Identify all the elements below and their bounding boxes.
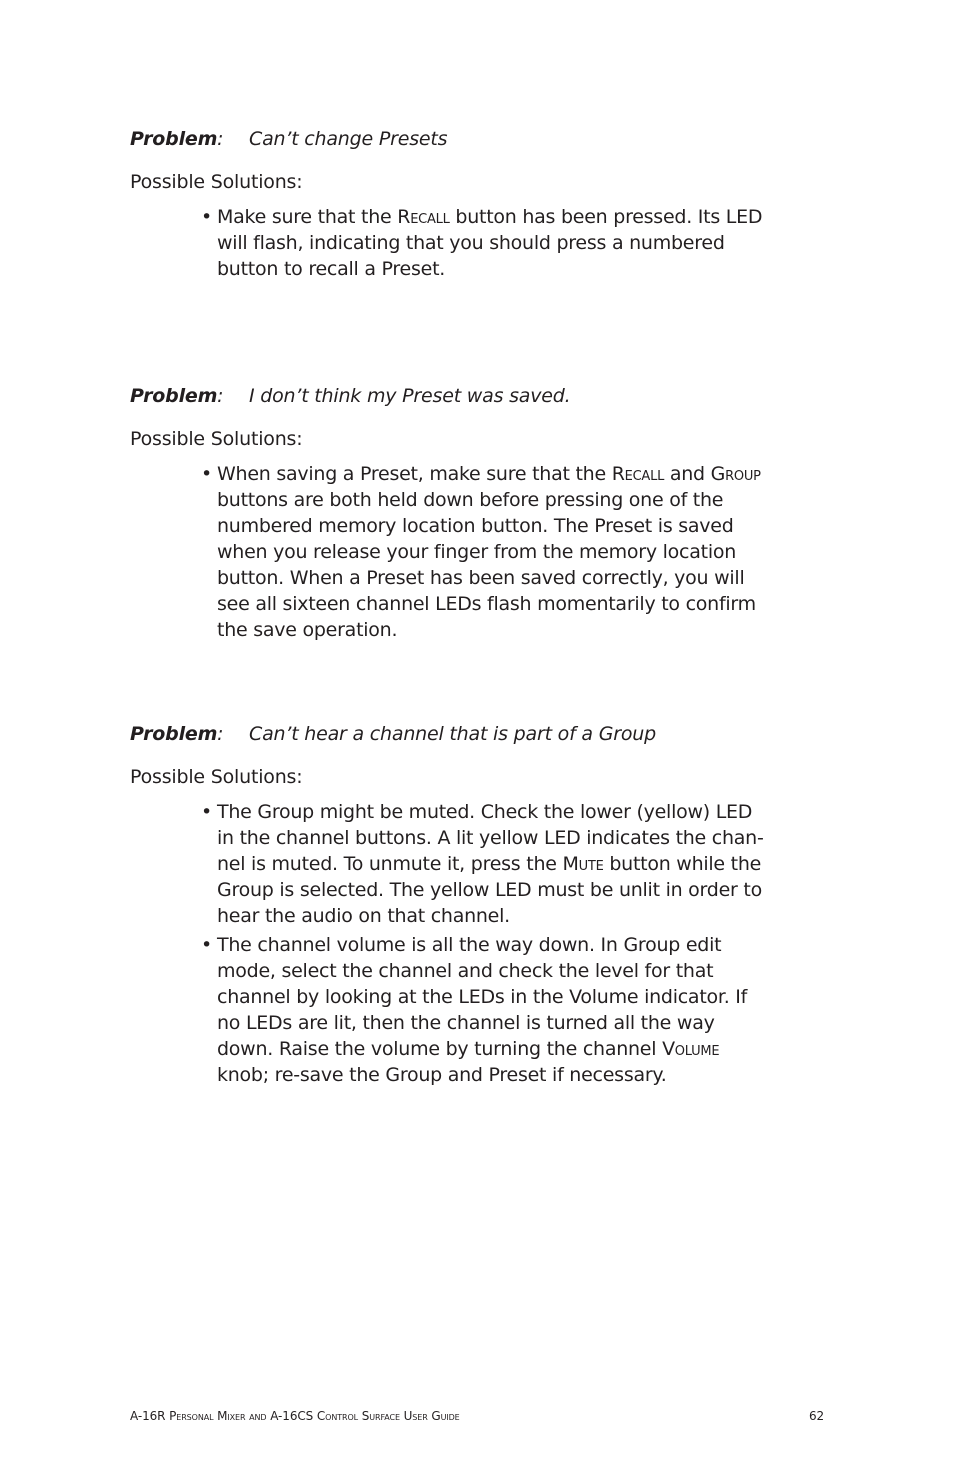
problem-description: Can’t change Presets <box>249 128 448 150</box>
possible-solutions-label: Possible Solutions: <box>130 766 303 788</box>
solution-text: When saving a Preset, make sure that the <box>217 463 612 485</box>
solution-text: and <box>664 463 711 485</box>
solution-bullet-item <box>201 799 771 929</box>
problem-label: Problem <box>130 385 218 407</box>
problem-heading-3 <box>130 722 656 746</box>
solutions-list <box>201 204 771 285</box>
solution-text: The channel volume is all the way down. In Group edit mode, select the channel and check the level for that channel by looking at the LEDs in the Volume indicator. If no LEDs are lit, then the channel is turned all the way down. Raise the volume by turning the channel <box>217 934 748 1060</box>
solution-bullet-item <box>201 461 771 643</box>
problem-heading-2 <box>130 384 571 408</box>
solutions-list <box>201 461 771 646</box>
button-name-text: Recall <box>611 463 665 485</box>
problem-colon: : <box>217 128 224 150</box>
bullet-icon: • <box>201 206 212 228</box>
problem-label: Problem <box>130 723 218 745</box>
solution-text: Make sure that the <box>217 206 398 228</box>
problem-label: Problem <box>130 128 218 150</box>
problem-description: Can’t hear a channel that is part of a Group <box>249 723 656 745</box>
footer-page-number: 62 <box>809 1409 825 1423</box>
button-name-text: Recall <box>397 206 450 228</box>
bullet-icon: • <box>201 463 212 485</box>
footer-document-title: A-16R Personal Mixer and A-16CS Control Surface User Guide <box>130 1409 460 1423</box>
possible-solutions-label: Possible Solutions: <box>130 171 303 193</box>
solutions-list <box>201 799 771 1091</box>
solution-text: button while the Group is selected. The yellow LED must be unlit in order to hear the audio on that channel. <box>217 853 762 927</box>
solution-bullet-item <box>201 204 771 282</box>
solution-text: knob; re-save the Group and Preset if necessary. <box>217 1064 667 1086</box>
solution-text: button has been pressed. Its LED will flash, indicating that you should press a numbered button to recall a Preset. <box>217 206 763 280</box>
problem-colon: : <box>217 385 224 407</box>
button-name-text: Group <box>710 463 761 485</box>
solution-text: The Group might be muted. Check the lower (yellow) LED in the channel buttons. A lit yellow LED indicates the channel is muted. To unmute it, press the <box>217 801 764 875</box>
problem-description: I don’t think my Preset was saved. <box>249 385 571 407</box>
bullet-icon: • <box>201 801 212 823</box>
button-name-text: Mute <box>562 853 604 875</box>
possible-solutions-label: Possible Solutions: <box>130 428 303 450</box>
bullet-icon: • <box>201 934 212 956</box>
problem-colon: : <box>217 723 224 745</box>
solution-bullet-item <box>201 932 771 1088</box>
solution-text: buttons are both held down before pressing one of the numbered memory location button. The Preset is saved when you release your finger from the memory location button. When a Preset has been saved correctly, you will see all sixteen channel LEDs flash momentarily to confirm the save operation. <box>217 489 756 641</box>
button-name-text: Volume <box>662 1038 720 1060</box>
problem-heading-1 <box>130 127 448 151</box>
